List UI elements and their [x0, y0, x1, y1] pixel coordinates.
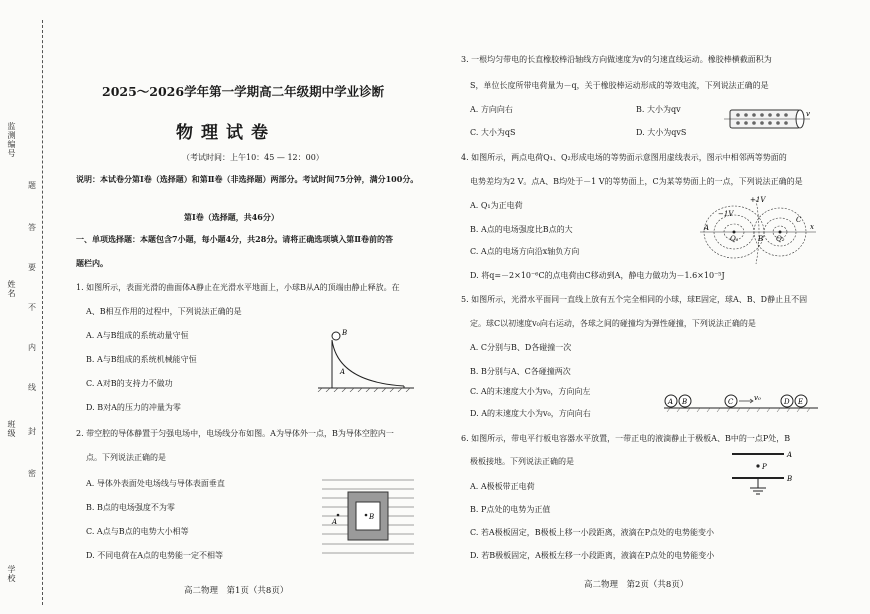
q5-label-v0: v₀ — [754, 394, 761, 402]
q4-option-b: B. A点的电场强度比B点的大 — [470, 225, 573, 234]
q5-figure — [662, 392, 820, 414]
q4-stem-line1: 4. 如图所示，两点电荷Q₁、Q₂形成电场的等势面示意图用虚线表示，图示中相邻两等势面的 — [461, 153, 787, 162]
class-label: 班级 — [7, 420, 16, 438]
q3-figure — [722, 104, 814, 134]
section-heading-line2: 题栏内。 — [76, 258, 108, 268]
q1-figure — [316, 326, 416, 392]
seal-line — [42, 20, 43, 605]
name-label: 姓名 — [7, 280, 16, 298]
q5-stem-line1: 5. 如图所示，光滑水平面同一直线上放有五个完全相同的小球，球E固定，球A、B、D静止且不固 — [461, 295, 808, 304]
q2-option-c: C. A点与B点的电势大小相等 — [86, 527, 189, 536]
q6-option-b: B. P点处的电势为正值 — [470, 505, 551, 514]
q1-option-b: B. A与B组成的系统机械能守恒 — [86, 355, 197, 364]
seal-char: 要 — [28, 263, 36, 272]
page2-footer: 高二物理 第2页（共8页） — [584, 580, 689, 590]
q6-stem-line2: 极板接地。下列说法正确的是 — [470, 457, 574, 466]
q3-fig-label-v: v — [806, 110, 810, 118]
q4-fig-label-a: A — [704, 224, 710, 232]
q4-fig-label-q1: Q₁ — [730, 235, 739, 243]
exam-number-label: 监测编号 — [7, 122, 16, 158]
binding-strip — [0, 0, 44, 614]
exam-title: 2025～2026学年第一学期高二年级期中学业诊断 — [102, 84, 385, 99]
seal-char: 不 — [28, 303, 36, 312]
q3-stem-line1: 3. 一根均匀带电的长直橡胶棒沿轴线方向做速度为v的匀速直线运动。橡胶棒横截面积为 — [461, 55, 772, 64]
q5-option-b: B. B分别与A、C各碰撞两次 — [470, 367, 571, 376]
q5-ball-c: C — [728, 398, 734, 406]
q6-option-d: D. 若B极板固定，A极板左移一小段距离，液滴在P点处的电势能变小 — [470, 551, 715, 560]
q3-option-b: B. 大小为qv — [636, 105, 681, 114]
seal-char: 封 — [28, 427, 36, 436]
subject-title: 物理试卷 — [176, 123, 276, 143]
q6-option-a: A. A极板带正电荷 — [470, 482, 535, 491]
q2-stem-line1: 2. 带空腔的导体静置于匀强电场中，电场线分布如图。A为导体外一点，B为导体空腔内一 — [76, 429, 394, 438]
q4-stem-line2: 电势差均为2 V。点A、B均处于－1 V的等势面上，C为某等势面上的一点，下列说法正确的是 — [470, 177, 803, 186]
section-heading-line1: 一、单项选择题：本题包含7小题，每小题4分，共28分。请将正确选项填入第Ⅱ卷前的答 — [76, 234, 394, 244]
q3-stem-line2: S，单位长度所带电荷量为－q，关于橡胶棒运动形成的等效电流，下列说法正确的是 — [470, 81, 769, 90]
q4-figure — [700, 194, 818, 266]
q1-option-a: A. A与B组成的系统动量守恒 — [86, 331, 189, 340]
q6-fig-label-b: B — [787, 475, 793, 483]
q2-option-b: B. B点的电场强度不为零 — [86, 503, 175, 512]
q1-option-d: D. B对A的压力的冲量为零 — [86, 403, 181, 412]
q3-option-c: C. 大小为qS — [470, 128, 516, 137]
q5-stem-line2: 定。球C以初速度v₀向右运动，各球之间的碰撞均为弹性碰撞，下列说法正确的是 — [470, 319, 756, 328]
q6-figure — [726, 446, 796, 502]
q4-option-c: C. A点的电场方向沿x轴负方向 — [470, 247, 580, 256]
q6-fig-label-p: P — [762, 463, 767, 471]
q1-fig-label-a: A — [340, 368, 346, 376]
q2-figure — [322, 474, 414, 560]
q2-stem-line2: 点。下列说法正确的是 — [86, 453, 166, 462]
q5-option-c: C. A的末速度大小为v₀，方向向左 — [470, 387, 591, 396]
seal-char: 答 — [28, 223, 36, 232]
q5-ball-e: E — [798, 398, 804, 406]
q4-fig-label-x: x — [810, 223, 814, 231]
seal-char: 密 — [28, 469, 36, 478]
q5-ball-b: B — [682, 398, 688, 406]
q3-option-d: D. 大小为qvS — [636, 128, 687, 137]
q4-option-a: A. Q₁为正电荷 — [470, 201, 523, 210]
q1-stem-line1: 1. 如图所示，表面光滑的曲面体A静止在光滑水平地面上，小球B从A的顶端由静止释放。在 — [76, 283, 400, 292]
school-label: 学校 — [7, 565, 16, 583]
q6-stem-line1: 6. 如图所示，带电平行板电容器水平放置，一带正电的液滴静止于极板A、B中的一点P处，B — [461, 434, 791, 443]
seal-char: 内 — [28, 343, 36, 352]
q5-ball-a: A — [668, 398, 674, 406]
seal-char: 线 — [28, 383, 36, 392]
q6-fig-label-a: A — [787, 451, 793, 459]
q1-fig-label-b: B — [342, 329, 348, 337]
q4-fig-label-minus1v: −1V — [718, 210, 734, 218]
q5-option-d: D. A的末速度大小为v₀，方向向右 — [470, 409, 591, 418]
q4-fig-label-c: C — [796, 216, 802, 224]
q6-option-c: C. 若A极板固定，B极板上移一小段距离，液滴在P点处的电势能变小 — [470, 528, 714, 537]
q2-fig-label-b: B — [369, 513, 375, 521]
q1-option-c: C. A对B的支持力不做功 — [86, 379, 173, 388]
q1-stem-line2: A、B相互作用的过程中，下列说法正确的是 — [86, 307, 242, 316]
exam-time: （考试时间：上午10：45 — 12：00） — [182, 153, 324, 162]
q4-option-d: D. 将q=－2×10⁻⁶C的点电荷由C移动到A，静电力做功为－1.6×10⁻⁵J — [470, 271, 725, 280]
q2-option-d: D. 不同电荷在A点的电势能一定不相等 — [86, 551, 223, 560]
q2-fig-label-a: A — [332, 518, 338, 526]
q4-fig-label-plus1v: +1V — [750, 196, 766, 204]
instructions: 说明：本试卷分第Ⅰ卷（选择题）和第Ⅱ卷（非选择题）两部分。考试时间75分钟，满分100分。 — [76, 174, 419, 184]
page1-footer: 高二物理 第1页（共8页） — [184, 586, 289, 596]
q4-fig-label-q2: Q₂ — [776, 235, 785, 243]
seal-char: 题 — [28, 181, 36, 190]
q2-option-a: A. 导体外表面处电场线与导体表面垂直 — [86, 479, 225, 488]
part-one-heading: 第Ⅰ卷（选择题，共46分） — [184, 212, 279, 222]
q4-fig-label-b: B — [758, 235, 764, 243]
q5-ball-d: D — [784, 398, 790, 406]
q5-option-a: A. C分别与B、D各碰撞一次 — [470, 343, 572, 352]
q3-option-a: A. 方向向右 — [470, 105, 513, 114]
